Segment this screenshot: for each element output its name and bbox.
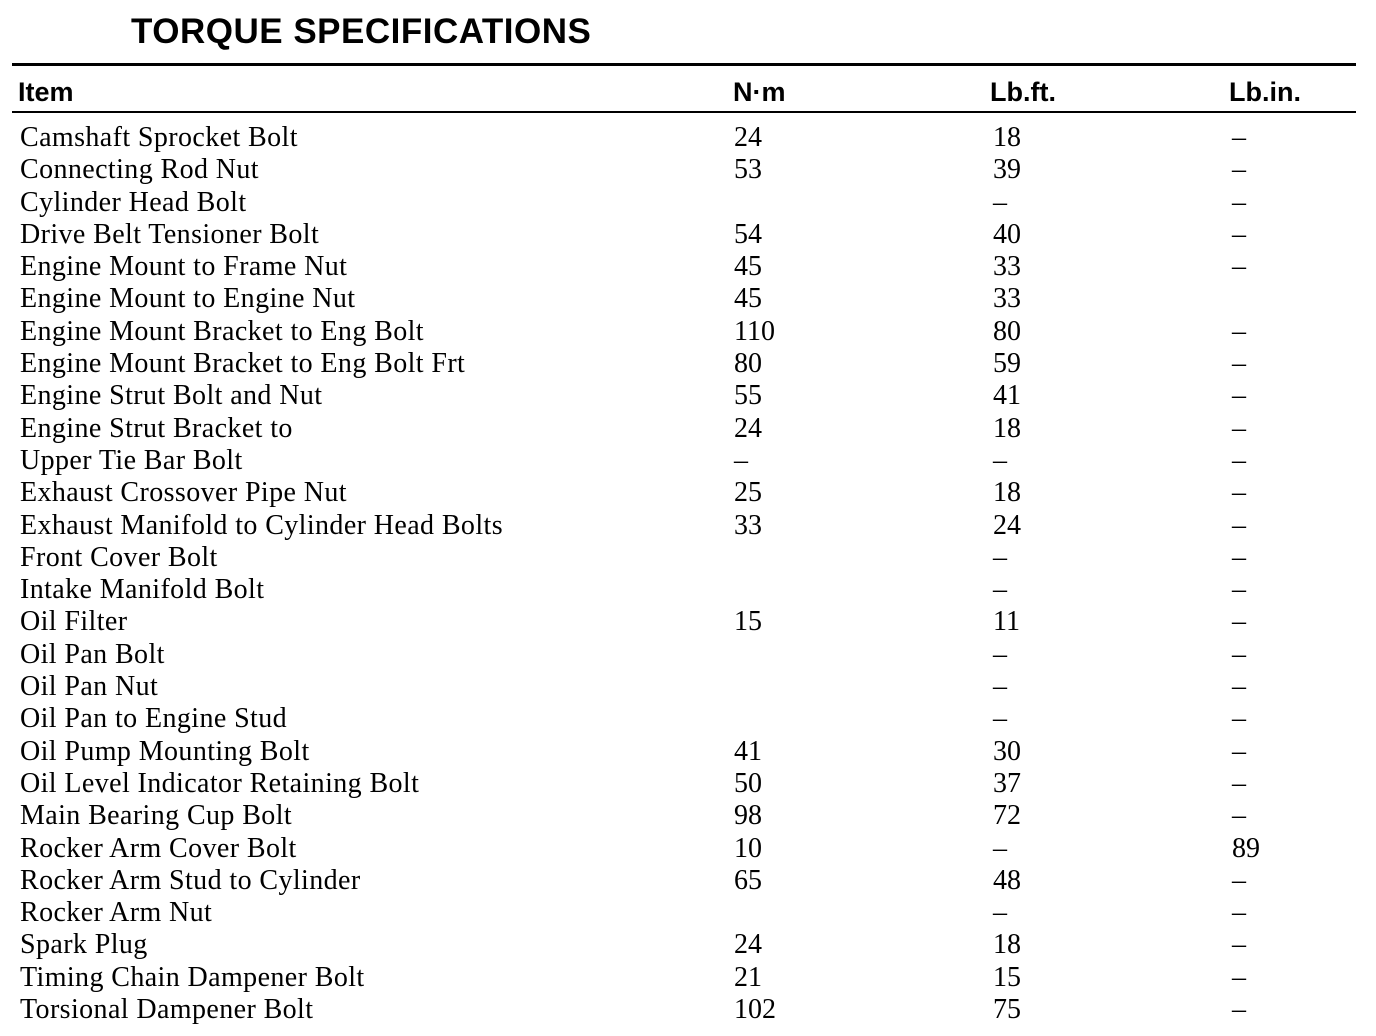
nm-cell: 98 xyxy=(734,800,762,832)
nm-cell: 45 xyxy=(734,251,762,283)
table-row xyxy=(0,380,1376,412)
lbin-cell: – xyxy=(1232,897,1246,929)
header-bottom-rule xyxy=(12,111,1356,113)
nm-cell: 15 xyxy=(734,606,762,638)
lbft-cell: 15 xyxy=(993,961,1021,993)
page-title: TORQUE SPECIFICATIONS xyxy=(131,12,592,51)
lbft-cell: 30 xyxy=(993,735,1021,767)
nm-cell: – xyxy=(734,444,748,476)
lbft-cell: – xyxy=(993,638,1007,670)
lbft-cell: 39 xyxy=(993,154,1021,186)
item-cell: Torsional Dampener Bolt xyxy=(20,994,314,1026)
table-row xyxy=(0,703,1376,735)
lbin-cell: – xyxy=(1232,186,1246,218)
lbin-cell: – xyxy=(1232,315,1246,347)
lbft-cell: 75 xyxy=(993,994,1021,1026)
lbin-cell: – xyxy=(1232,606,1246,638)
item-cell: Spark Plug xyxy=(20,929,148,961)
column-header-nm: N·m xyxy=(733,77,786,107)
lbft-cell: – xyxy=(993,671,1007,703)
item-cell: Exhaust Manifold to Cylinder Head Bolts xyxy=(20,509,503,541)
header-top-rule xyxy=(12,63,1356,66)
item-cell: Timing Chain Dampener Bolt xyxy=(20,961,365,993)
table-row xyxy=(0,187,1376,219)
table-row xyxy=(0,445,1376,477)
lbin-cell: – xyxy=(1232,251,1246,283)
item-cell: Rocker Arm Stud to Cylinder xyxy=(20,864,361,896)
lbft-cell: 18 xyxy=(993,477,1021,509)
lbft-cell: – xyxy=(993,444,1007,476)
lbin-cell: – xyxy=(1232,477,1246,509)
lbin-cell: – xyxy=(1232,348,1246,380)
lbin-cell: – xyxy=(1232,444,1246,476)
table-row xyxy=(0,962,1376,994)
lbft-cell: 18 xyxy=(993,122,1021,153)
nm-cell: 110 xyxy=(734,315,775,347)
lbft-cell: – xyxy=(993,897,1007,929)
table-row xyxy=(0,219,1376,251)
table-row xyxy=(0,833,1376,865)
item-cell: Oil Level Indicator Retaining Bolt xyxy=(20,767,420,799)
lbin-cell: – xyxy=(1232,671,1246,703)
column-header-item: Item xyxy=(18,77,74,107)
lbin-cell: – xyxy=(1232,509,1246,541)
nm-cell: 24 xyxy=(734,122,762,153)
item-cell: Engine Mount Bracket to Eng Bolt xyxy=(20,315,424,347)
nm-cell: 53 xyxy=(734,154,762,186)
lbft-cell: 18 xyxy=(993,929,1021,961)
lbin-cell: – xyxy=(1232,767,1246,799)
table-row xyxy=(0,606,1376,638)
nm-cell: 102 xyxy=(734,994,776,1026)
nm-cell: 24 xyxy=(734,412,762,444)
item-cell: Exhaust Crossover Pipe Nut xyxy=(20,477,347,509)
table-row xyxy=(0,348,1376,380)
lbft-cell: 72 xyxy=(993,800,1021,832)
item-cell: Main Bearing Cup Bolt xyxy=(20,800,293,832)
table-row xyxy=(0,316,1376,348)
nm-cell: 65 xyxy=(734,864,762,896)
table-row xyxy=(0,477,1376,509)
lbin-cell: – xyxy=(1232,380,1246,412)
table-row xyxy=(0,929,1376,961)
lbin-cell: – xyxy=(1232,800,1246,832)
lbft-cell: 48 xyxy=(993,864,1021,896)
table-row xyxy=(0,994,1376,1026)
lbin-cell: – xyxy=(1232,541,1246,573)
item-cell: Rocker Arm Cover Bolt xyxy=(20,832,297,864)
lbft-cell: 18 xyxy=(993,412,1021,444)
lbft-cell: – xyxy=(993,703,1007,735)
table-row xyxy=(0,251,1376,283)
lbft-cell: 11 xyxy=(993,606,1020,638)
nm-cell: 33 xyxy=(734,509,762,541)
item-cell: Upper Tie Bar Bolt xyxy=(20,444,243,476)
lbin-cell: – xyxy=(1232,574,1246,606)
lbft-cell: 24 xyxy=(993,509,1021,541)
table-row xyxy=(0,865,1376,897)
item-cell: Oil Pan Nut xyxy=(20,671,159,703)
lbin-cell: – xyxy=(1232,961,1246,993)
lbin-cell: – xyxy=(1232,735,1246,767)
column-header-lbft: Lb.ft. xyxy=(990,77,1056,107)
table-row xyxy=(0,768,1376,800)
lbin-cell: – xyxy=(1232,929,1246,961)
table-row xyxy=(0,542,1376,574)
nm-cell: 24 xyxy=(734,929,762,961)
item-cell: Rocker Arm Nut xyxy=(20,897,213,929)
table-row xyxy=(0,639,1376,671)
lbin-cell: – xyxy=(1232,703,1246,735)
item-cell: Oil Pump Mounting Bolt xyxy=(20,735,310,767)
lbft-cell: 59 xyxy=(993,348,1021,380)
lbft-cell: 41 xyxy=(993,380,1021,412)
lbin-cell: – xyxy=(1232,994,1246,1026)
item-cell: Intake Manifold Bolt xyxy=(20,574,265,606)
item-cell: Engine Mount Bracket to Eng Bolt Frt xyxy=(20,348,466,380)
nm-cell: 41 xyxy=(734,735,762,767)
item-cell: Front Cover Bolt xyxy=(20,541,218,573)
lbft-cell: – xyxy=(993,574,1007,606)
table-row xyxy=(0,574,1376,606)
lbin-cell: – xyxy=(1232,122,1246,153)
lbft-cell: – xyxy=(993,541,1007,573)
lbin-cell: 89 xyxy=(1232,832,1260,864)
lbft-cell: – xyxy=(993,832,1007,864)
lbin-cell: – xyxy=(1232,412,1246,444)
table-row xyxy=(0,736,1376,768)
lbft-cell: 40 xyxy=(993,218,1021,250)
lbin-cell: – xyxy=(1232,154,1246,186)
lbin-cell: – xyxy=(1232,864,1246,896)
table-row xyxy=(0,283,1376,315)
table-header xyxy=(0,74,1376,110)
table-row xyxy=(0,413,1376,445)
nm-cell: 80 xyxy=(734,348,762,380)
item-cell: Engine Mount to Frame Nut xyxy=(20,251,348,283)
lbft-cell: 80 xyxy=(993,315,1021,347)
item-cell: Oil Pan to Engine Stud xyxy=(20,703,288,735)
table-row xyxy=(0,154,1376,186)
nm-cell: 21 xyxy=(734,961,762,993)
table-row xyxy=(0,897,1376,929)
torque-table-body xyxy=(0,122,1376,1026)
column-header-lbin: Lb.in. xyxy=(1229,77,1301,107)
table-row xyxy=(0,510,1376,542)
item-cell: Engine Strut Bracket to xyxy=(20,412,293,444)
lbin-cell: – xyxy=(1232,638,1246,670)
item-cell: Oil Filter xyxy=(20,606,128,638)
nm-cell: 10 xyxy=(734,832,762,864)
item-cell: Drive Belt Tensioner Bolt xyxy=(20,218,320,250)
nm-cell: 55 xyxy=(734,380,762,412)
nm-cell: 54 xyxy=(734,218,762,250)
lbft-cell: 33 xyxy=(993,251,1021,283)
lbin-cell: – xyxy=(1232,218,1246,250)
item-cell: Connecting Rod Nut xyxy=(20,154,259,186)
item-cell: Oil Pan Bolt xyxy=(20,638,165,670)
item-cell: Cylinder Head Bolt xyxy=(20,186,247,218)
table-row xyxy=(0,122,1376,154)
lbft-cell: 33 xyxy=(993,283,1021,315)
item-cell: Engine Strut Bolt and Nut xyxy=(20,380,323,412)
item-cell: Camshaft Sprocket Bolt xyxy=(20,122,298,153)
table-row xyxy=(0,800,1376,832)
nm-cell: 25 xyxy=(734,477,762,509)
nm-cell: 45 xyxy=(734,283,762,315)
nm-cell: 50 xyxy=(734,767,762,799)
item-cell: Engine Mount to Engine Nut xyxy=(20,283,356,315)
lbft-cell: – xyxy=(993,186,1007,218)
lbft-cell: 37 xyxy=(993,767,1021,799)
table-row xyxy=(0,671,1376,703)
